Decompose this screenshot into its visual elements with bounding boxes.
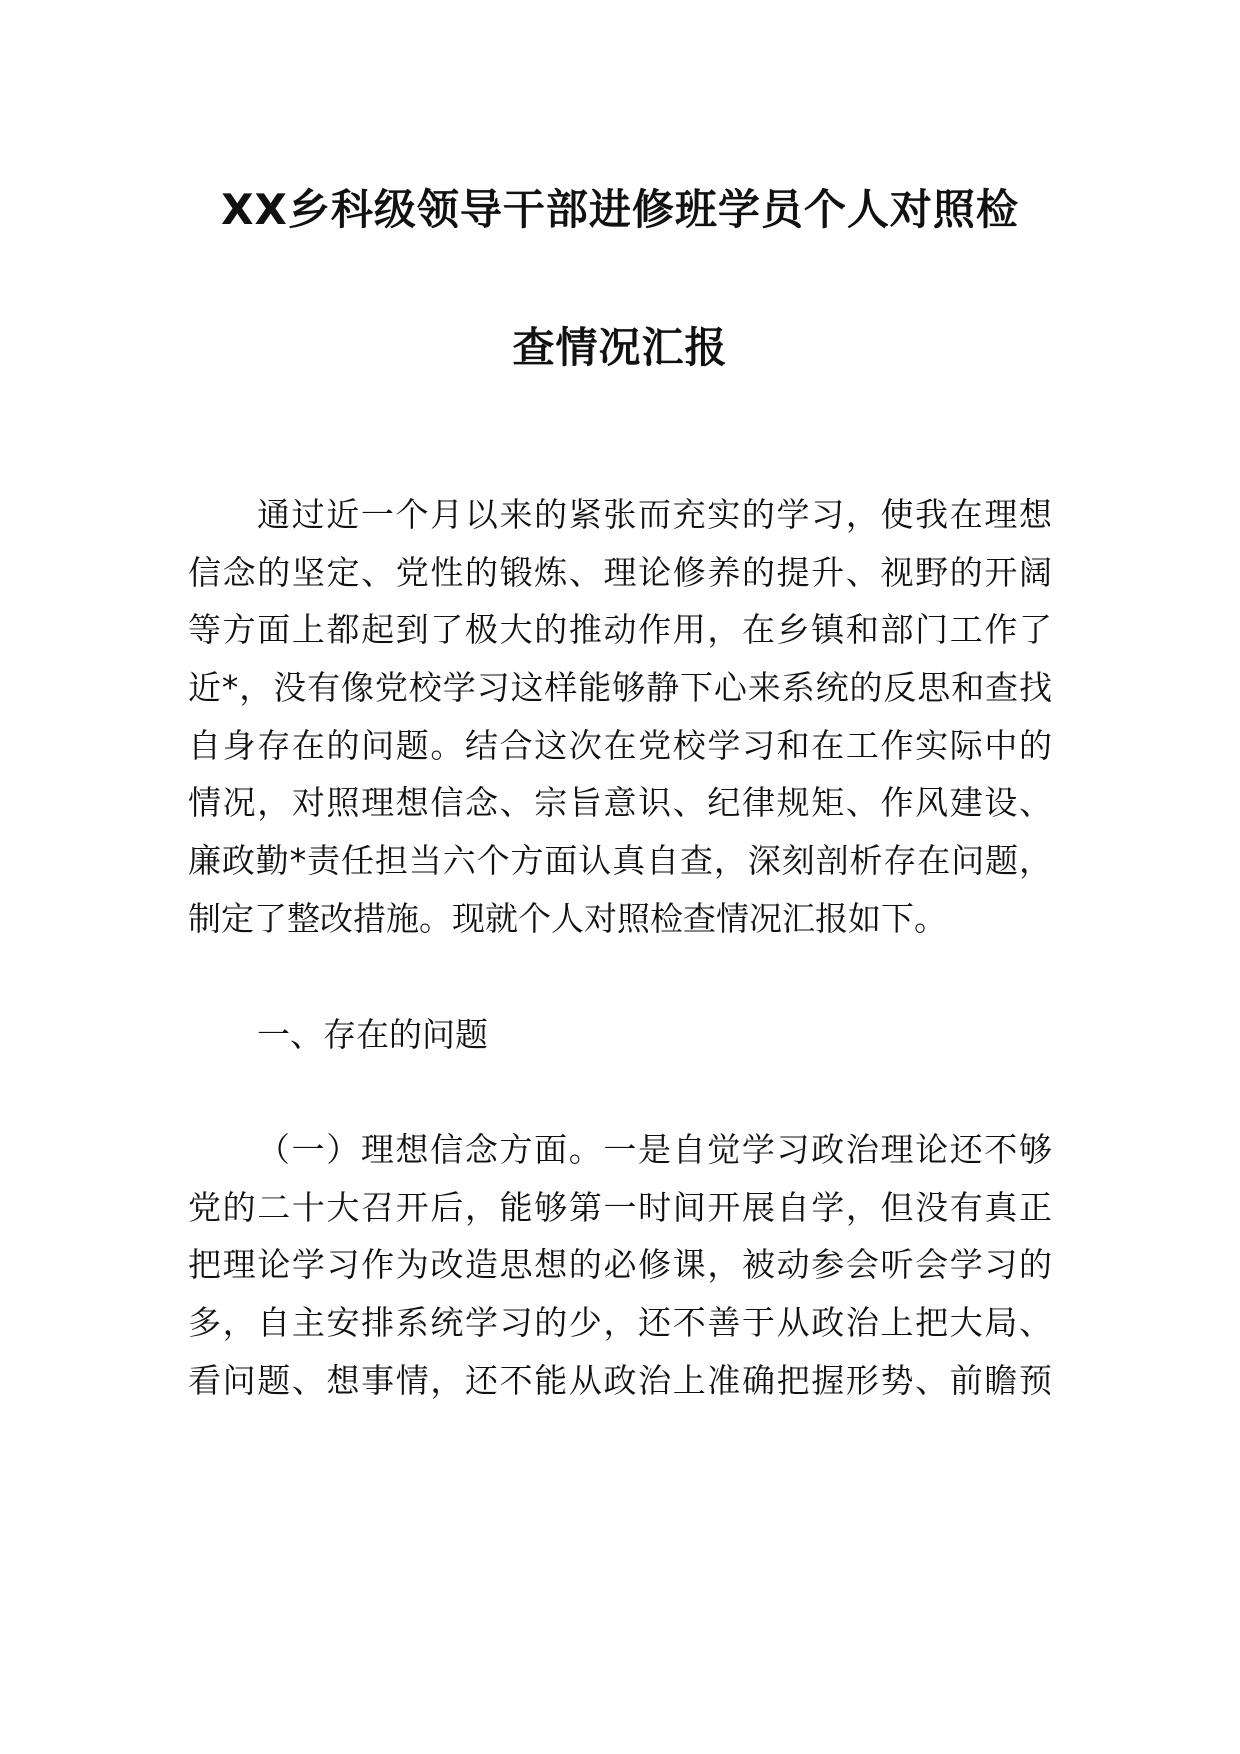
section-heading-text: 一、存在的问题	[257, 1015, 488, 1054]
paragraph-line: 多，自主安排系统学习的少，还不善于从政治上把大局、	[188, 1303, 1052, 1343]
paragraph-line: 等方面上都起到了极大的推动作用，在乡镇和部门工作了	[188, 610, 1052, 650]
intro-paragraph	[188, 486, 1052, 948]
paragraph-line: （一）理想信念方面。一是自觉学习政治理论还不够	[257, 1130, 1052, 1169]
paragraph-line: 廉政勤*责任担当六个方面认真自查，深刻剖析存在问题，	[188, 841, 1052, 881]
section-heading	[188, 1006, 1052, 1064]
paragraph-line: 近*，没有像党校学习这样能够静下心来系统的反思和查找	[188, 668, 1052, 708]
paragraph-line: 情况，对照理想信念、宗旨意识、纪律规矩、作风建设、	[188, 783, 1052, 823]
paragraph-line: 看问题、想事情，还不能从政治上准确把握形势、前瞻预	[188, 1360, 1052, 1400]
paragraph-line: 党的二十大召开后，能够第一时间开展自学，但没有真正	[188, 1187, 1052, 1227]
subsection-paragraph	[188, 1121, 1052, 1409]
paragraph-line: 自身存在的问题。结合这次在党校学习和在工作实际中的	[188, 725, 1052, 765]
paragraph-line: 制定了整改措施。现就个人对照检查情况汇报如下。	[188, 898, 947, 938]
paragraph-line: 通过近一个月以来的紧张而充实的学习，使我在理想	[257, 495, 1052, 534]
document-title-line-1: XX乡科级领导干部进修班学员个人对照检	[221, 185, 1019, 234]
paragraph-line: 信念的坚定、党性的锻炼、理论修养的提升、视野的开阔	[188, 552, 1052, 592]
document-title-line-2: 查情况汇报	[512, 323, 728, 372]
paragraph-line: 把理论学习作为改造思想的必修课，被动参会听会学习的	[188, 1245, 1052, 1285]
